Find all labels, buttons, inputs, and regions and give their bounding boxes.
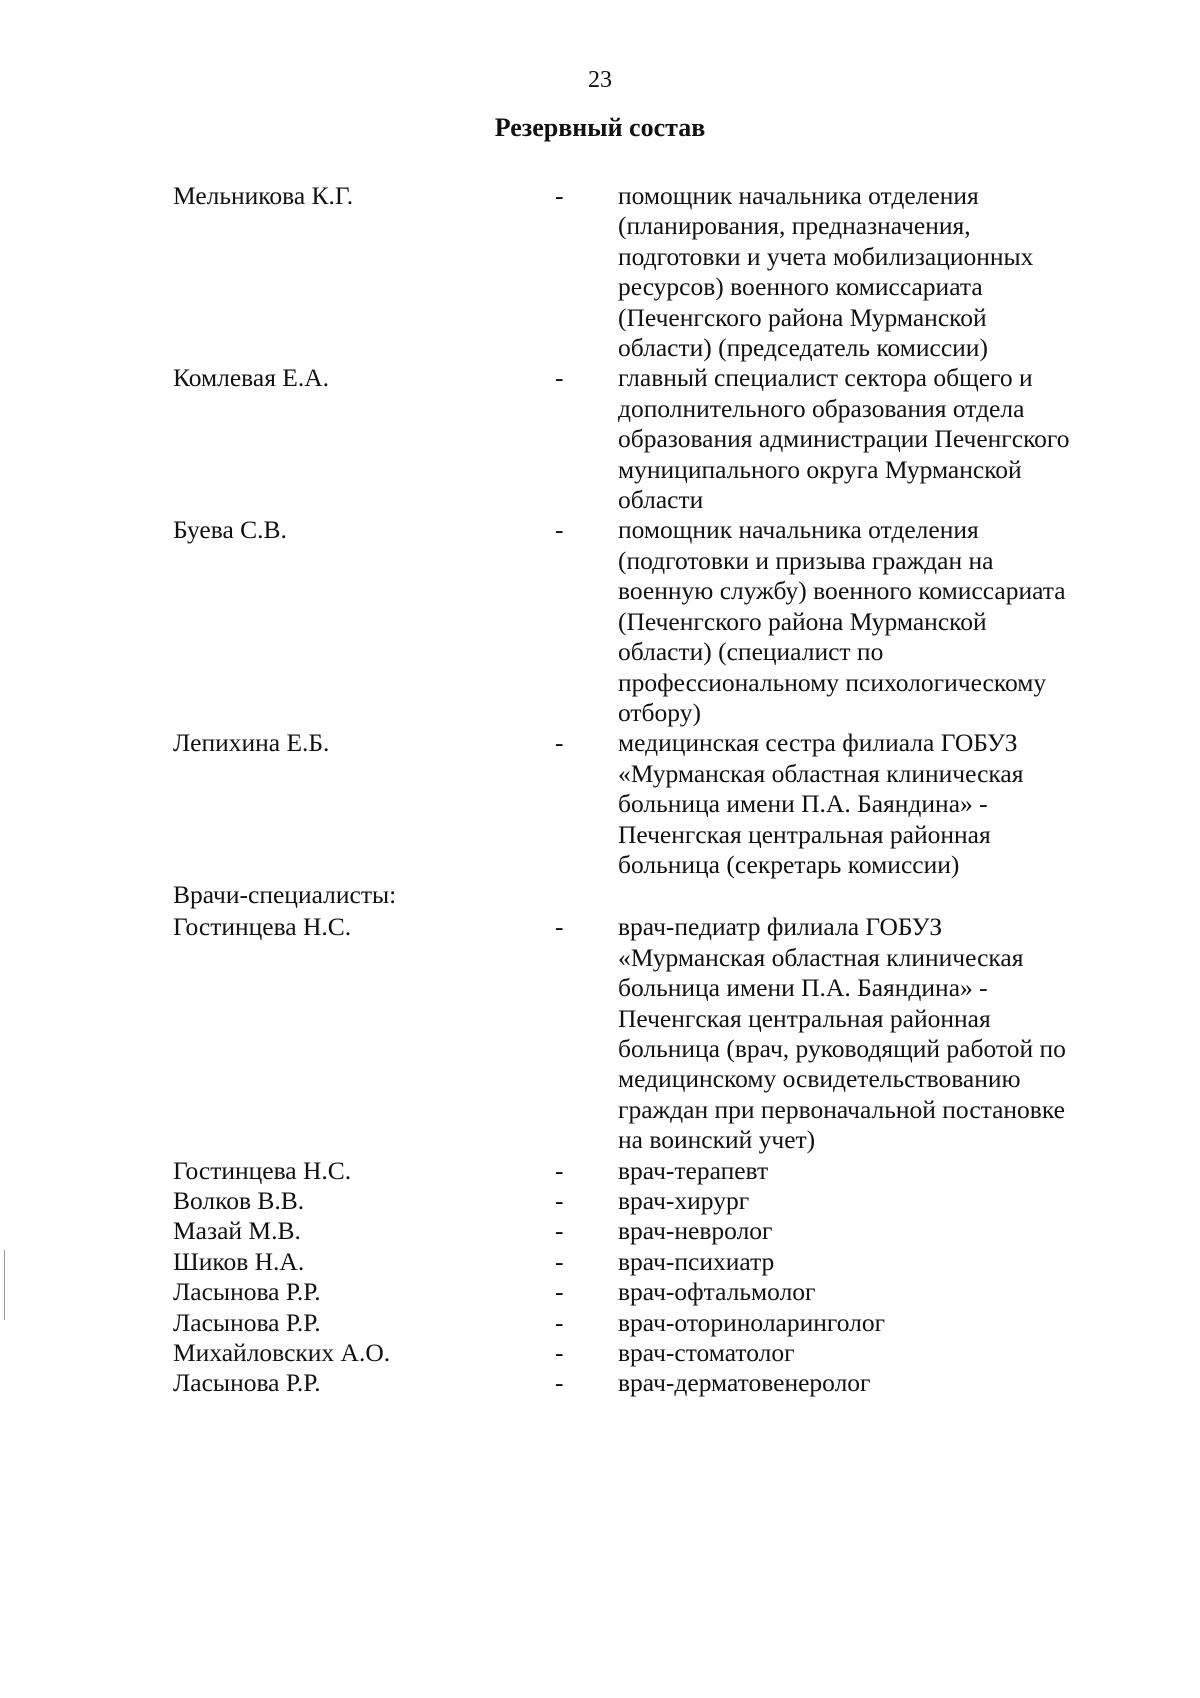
role-line: образования администрации Печенгского xyxy=(618,424,1070,454)
role-line: врач-офтальмолог xyxy=(618,1277,816,1307)
member-name: Ласынова Р.Р. xyxy=(173,1307,321,1337)
page-title: Резервный состав xyxy=(494,113,706,142)
dash-separator: - xyxy=(555,1338,564,1368)
member-role xyxy=(618,1308,1138,1338)
member-role xyxy=(618,1247,1138,1277)
role-line: медицинская сестра филиала ГОБУЗ xyxy=(618,728,1018,758)
member-role xyxy=(618,1368,1138,1398)
member-row xyxy=(0,1216,1200,1246)
role-line: области) (председатель комиссии) xyxy=(618,333,988,363)
member-name: Мельникова К.Г. xyxy=(173,181,354,210)
member-row xyxy=(0,1247,1200,1277)
role-line: дополнительного образования отдела xyxy=(618,393,1025,423)
role-line: муниципального округа Мурманской xyxy=(618,454,1022,484)
role-line: врач-стоматолог xyxy=(618,1338,795,1368)
role-line: врач-хирург xyxy=(618,1186,750,1215)
dash-separator: - xyxy=(555,728,564,758)
member-role xyxy=(618,515,1138,728)
member-name: Ласынова Р.Р. xyxy=(173,1277,321,1307)
role-line: больница имени П.А. Баяндина» - xyxy=(618,789,988,819)
role-line: врач-дерматовенеролог xyxy=(618,1368,871,1398)
role-line: помощник начальника отделения xyxy=(618,181,979,210)
member-name: Ласынова Р.Р. xyxy=(173,1368,321,1398)
member-name: Шиков Н.А. xyxy=(173,1246,305,1276)
role-line: (планирования, предназначения, xyxy=(618,211,971,241)
dash-separator: - xyxy=(555,1186,564,1215)
member-role xyxy=(618,1156,1138,1186)
role-line: «Мурманская областная клиническая xyxy=(618,942,1024,972)
role-line: врач-оториноларинголог xyxy=(618,1307,886,1337)
member-row xyxy=(0,181,1200,363)
dash-separator: - xyxy=(555,1368,564,1398)
member-role xyxy=(618,1277,1138,1307)
member-name: Комлевая Е.А. xyxy=(173,363,330,393)
dash-separator: - xyxy=(555,1246,564,1276)
role-line: больница (секретарь комиссии) xyxy=(618,849,960,879)
member-row xyxy=(0,1156,1200,1186)
member-role xyxy=(618,363,1138,515)
role-line: на воинский учет) xyxy=(618,1125,816,1155)
member-name: Гостинцева Н.С. xyxy=(173,1155,352,1185)
dash-separator: - xyxy=(555,181,564,210)
dash-separator: - xyxy=(555,912,564,942)
dash-separator: - xyxy=(555,363,564,393)
member-row xyxy=(0,363,1200,515)
section-heading: Врачи-специалисты: xyxy=(173,880,397,910)
role-line: главный специалист сектора общего и xyxy=(618,363,1033,393)
dash-separator: - xyxy=(555,1277,564,1307)
member-row xyxy=(0,728,1200,880)
member-row xyxy=(0,1368,1200,1398)
member-name: Буева С.В. xyxy=(173,515,287,545)
member-role xyxy=(618,1338,1138,1368)
page-number: 23 xyxy=(588,67,612,93)
role-line: врач-педиатр филиала ГОБУЗ xyxy=(618,912,943,942)
role-line: помощник начальника отделения xyxy=(618,515,979,545)
member-row xyxy=(0,912,1200,1155)
reserve-members xyxy=(0,181,1200,880)
role-line: граждан при первоначальной постановке xyxy=(618,1094,1065,1124)
role-line: Печенгская центральная районная xyxy=(618,1003,991,1033)
dash-separator: - xyxy=(555,1216,564,1246)
member-row xyxy=(0,1277,1200,1307)
role-line: Печенгская центральная районная xyxy=(618,819,991,849)
member-row xyxy=(0,1186,1200,1216)
role-line: (подготовки и призыва граждан на xyxy=(618,545,994,575)
member-role xyxy=(618,1216,1138,1246)
member-row xyxy=(0,515,1200,728)
role-line: отбору) xyxy=(618,697,701,727)
specialist-doctors xyxy=(0,912,1200,1399)
member-row xyxy=(0,1308,1200,1338)
member-list xyxy=(0,181,1200,1399)
member-name: Гостинцева Н.С. xyxy=(173,912,352,942)
role-line: медицинскому освидетельствованию xyxy=(618,1064,1021,1094)
member-name: Мазай М.В. xyxy=(173,1216,301,1246)
role-line: военную службу) военного комиссариата xyxy=(618,576,1066,606)
role-line: больница имени П.А. Баяндина» - xyxy=(618,973,988,1003)
role-line: больница (врач, руководящий работой по xyxy=(618,1033,1066,1063)
role-line: области) (специалист по xyxy=(618,637,884,667)
role-line: области xyxy=(618,485,704,515)
role-line: врач-психиатр xyxy=(618,1246,775,1276)
role-line: врач-невролог xyxy=(618,1216,773,1246)
member-name: Михайловских А.О. xyxy=(173,1338,391,1368)
member-role xyxy=(618,181,1138,363)
member-name: Лепихина Е.Б. xyxy=(173,728,330,758)
role-line: (Печенгского района Мурманской xyxy=(618,302,987,332)
member-role xyxy=(618,912,1138,1155)
role-line: профессиональному психологическому xyxy=(618,667,1047,697)
role-line: врач-терапевт xyxy=(618,1155,769,1185)
role-line: подготовки и учета мобилизационных xyxy=(618,241,1034,271)
role-line: «Мурманская областная клиническая xyxy=(618,758,1024,788)
dash-separator: - xyxy=(555,1307,564,1337)
member-role xyxy=(618,1186,1138,1216)
member-row xyxy=(0,1338,1200,1368)
role-line: ресурсов) военного комиссариата xyxy=(618,272,983,302)
member-name: Волков В.В. xyxy=(173,1186,305,1215)
dash-separator: - xyxy=(555,1155,564,1185)
role-line: (Печенгского района Мурманской xyxy=(618,606,987,636)
member-role xyxy=(618,728,1138,880)
dash-separator: - xyxy=(555,515,564,545)
